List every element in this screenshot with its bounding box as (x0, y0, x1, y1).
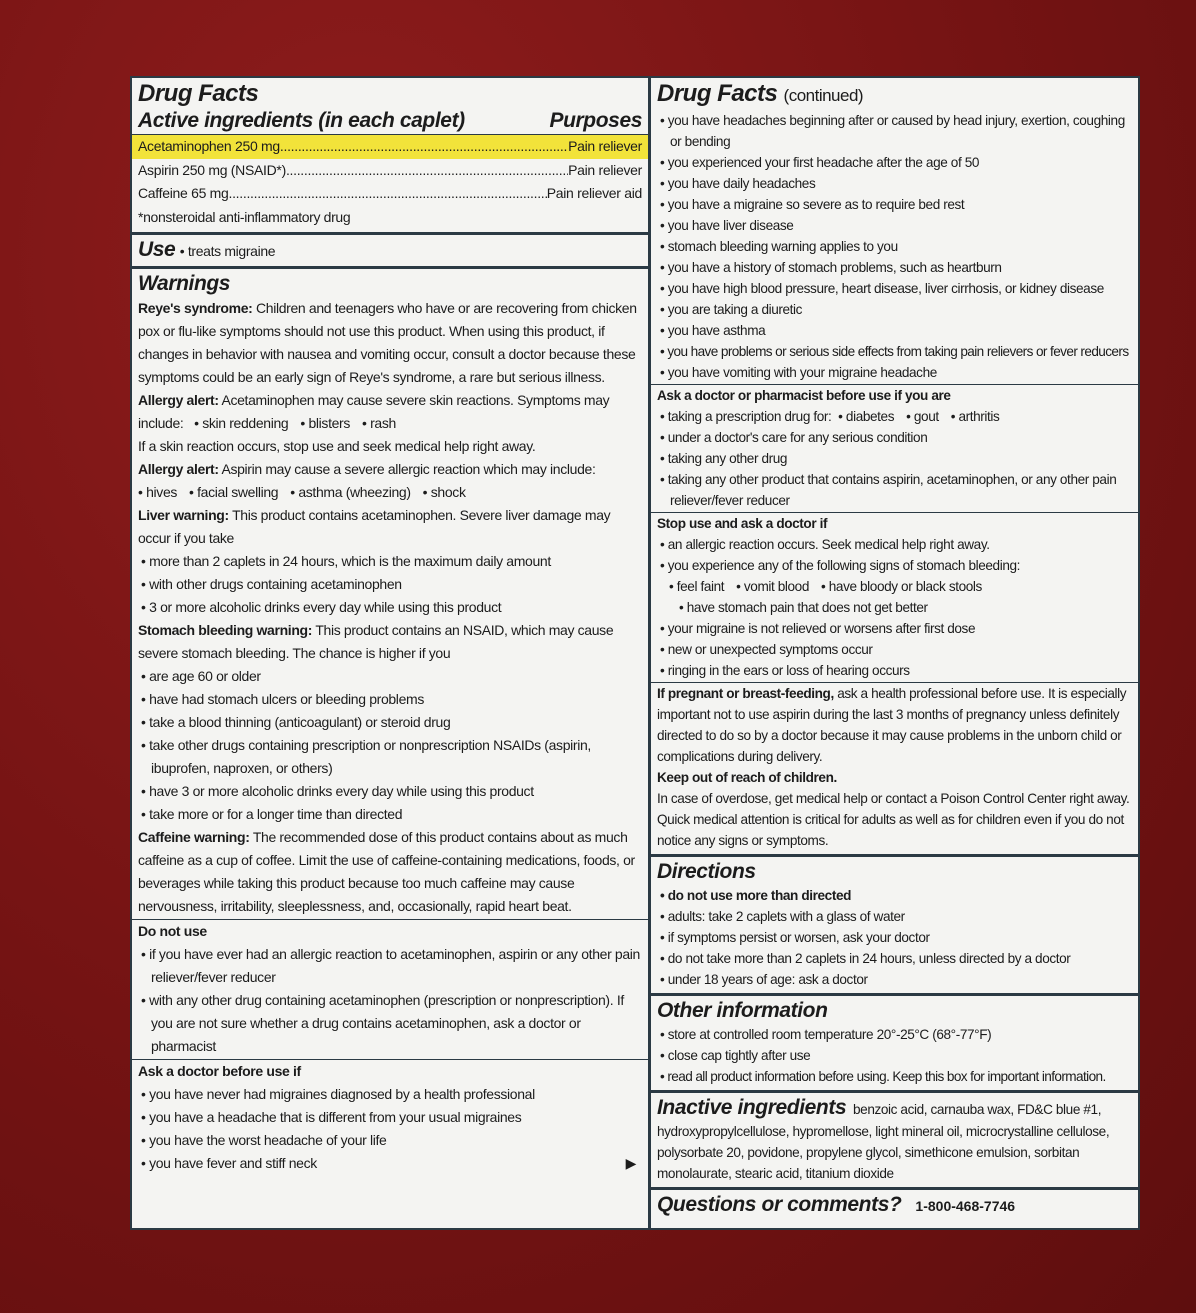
list-item: • you have liver disease (657, 215, 1132, 236)
list-item: • take a blood thinning (anticoagulant) or steroid drug (138, 711, 642, 734)
continued-box (651, 78, 1138, 857)
other-information-box (651, 996, 1138, 1093)
use-text: • treats migraine (179, 242, 276, 259)
list-item: • you have a history of stomach problems, such as heartburn (657, 257, 1132, 278)
ingredient-purpose: Pain reliever (568, 138, 642, 154)
list-item: • taking a prescription drug for: • diabetes• gout• arthritis (657, 406, 1132, 427)
list-item: • you have daily headaches (657, 173, 1132, 194)
ingredient-purpose: Pain reliever (568, 161, 642, 178)
list-item: • you experienced your first headache after the age of 50 (657, 152, 1132, 173)
active-ingredients-box (132, 78, 648, 235)
ask-doctor-title: Ask a doctor before use if (132, 1059, 648, 1083)
list-item: • you have fever and stiff neck ▶ (138, 1152, 642, 1175)
warnings-title: Warnings (138, 271, 231, 295)
allergy-alert-acetaminophen: Allergy alert: Acetaminophen may cause severe skin reactions. Symptoms may include: • skin reddening• blisters• rash (138, 389, 642, 435)
list-item: • you experience any of the following signs of stomach bleeding: (657, 555, 1132, 576)
list-item: • you have high blood pressure, heart disease, liver cirrhosis, or kidney disease (657, 278, 1132, 299)
list-item: • more than 2 caplets in 24 hours, which is the maximum daily amount (138, 550, 642, 573)
skin-reaction-text: If a skin reaction occurs, stop use and seek medical help right away. (138, 437, 536, 454)
list-item: • take more or for a longer time than directed (138, 803, 642, 826)
drug-facts-continued-title: Drug Facts (continued) (657, 80, 864, 107)
list-item: • you have vomiting with your migraine headache (657, 362, 1132, 383)
ask-pharmacist-title: Ask a doctor or pharmacist before use if you are (651, 384, 1138, 406)
list-item: • with other drugs containing acetaminophen (138, 573, 642, 596)
stop-use-title: Stop use and ask a doctor if (651, 512, 1138, 534)
list-item: • adults: take 2 caplets with a glass of water (657, 906, 1132, 927)
list-item: • if you have ever had an allergic reaction to acetaminophen, aspirin or any other pain reliever/fever reducer (138, 943, 642, 989)
list-item: • have had stomach ulcers or bleeding problems (138, 688, 642, 711)
list-item: • store at controlled room temperature 20°-25°C (68°-77°F) (657, 1024, 1132, 1045)
caffeine-warning: Caffeine warning: The recommended dose of this product contains about as much caffeine as a cup of coffee. Limit the use of caffeine-containing medications, foods, or beverages while taking this product because too much caffeine may cause nervousness, irritability, sleeplessness, and, occasionally, rapid heart beat. (138, 828, 635, 914)
use-box (132, 235, 648, 269)
list-item: • taking any other drug (657, 448, 1132, 469)
list-item: • if symptoms persist or worsen, ask your doctor (657, 927, 1132, 948)
do-not-use-title: Do not use (132, 919, 648, 943)
purposes-label: Purposes (549, 109, 642, 132)
ingredient-row (138, 182, 642, 206)
left-column (132, 78, 651, 1228)
nsaid-footnote: *nonsteroidal anti-inflammatory drug (138, 208, 351, 225)
allergy-alert-aspirin: Allergy alert: Aspirin may cause a severe allergic reaction which may include: (138, 460, 596, 477)
list-item: • new or unexpected symptoms occur (657, 639, 1132, 660)
questions-title: Questions or comments? (657, 1193, 902, 1216)
list-item: • you have a headache that is different from your usual migraines (138, 1106, 642, 1129)
ingredient-row (138, 159, 642, 183)
list-item: • you have headaches beginning after or caused by head injury, exertion, coughing or bending (657, 110, 1132, 152)
list-item: • under 18 years of age: ask a doctor (657, 969, 1132, 990)
list-item: • you are taking a diuretic (657, 299, 1132, 320)
directions-box (651, 857, 1138, 996)
ingredient-name: Aspirin 250 mg (NSAID*) (138, 161, 286, 178)
reye-warning: Reye's syndrome: Children and teenagers who have or are recovering from chicken pox or flu-like symptoms should not use this product. When using this product, if changes in behavior with nausea and vomiting occur, consult a doctor because these symptoms could be an early sign of Reye's syndrome, a rare but serious illness. (138, 299, 637, 385)
active-ingredients-header (132, 108, 648, 135)
questions-row (657, 1192, 1132, 1218)
active-ingredients-label: Active ingredients (in each caplet) (138, 109, 465, 132)
ingredient-row (132, 135, 648, 159)
list-item: • taking any other product that contains aspirin, acetaminophen, or any other pain reliever/fever reducer (657, 469, 1132, 511)
inactive-ingredients-box (651, 1093, 1138, 1190)
list-item: • stomach bleeding warning applies to you (657, 236, 1132, 257)
drug-facts-title: Drug Facts (138, 80, 259, 107)
list-item: • you have a migraine so severe as to require bed rest (657, 194, 1132, 215)
ingredient-purpose: Pain reliever aid (546, 185, 642, 201)
list-item: • are age 60 or older (138, 665, 642, 688)
inactive-ingredients: Inactive ingredients benzoic acid, carnauba wax, FD&C blue #1, hydroxypropylcellulose, hypromellose, light mineral oil, microcrystalline cellulose, polysorbate 20, povidone, propylene glycol, simethicone emulsion, sorbitan monolaurate, stearic acid, titanium dioxide (657, 1096, 1110, 1181)
bleeding-sign: • have stomach pain that does not get better (657, 597, 1132, 618)
list-item: • you have asthma (657, 320, 1132, 341)
questions-box (651, 1190, 1138, 1221)
overdose-text: In case of overdose, get medical help or contact a Poison Control Center right away. Quick medical attention is critical for adults as well as for children even if you do not notice any signs or symptoms. (657, 791, 1130, 848)
list-item: • you have never had migraines diagnosed by a health professional (138, 1083, 642, 1106)
list-item: • under a doctor's care for any serious condition (657, 427, 1132, 448)
list-item: • you have problems or serious side effects from taking pain relievers or fever reducers (657, 341, 1132, 362)
drug-facts-panel (130, 76, 1140, 1230)
warnings-box (132, 269, 648, 1178)
list-item: • 3 or more alcoholic drinks every day while using this product (138, 596, 642, 619)
stomach-bleeding-warning: Stomach bleeding warning: This product contains an NSAID, which may cause severe stomach bleeding. The chance is higher if you (138, 621, 614, 661)
list-item: • you have the worst headache of your life (138, 1129, 642, 1152)
other-information-title: Other information (657, 999, 828, 1022)
list-item: • read all product information before using. Keep this box for important information. (657, 1066, 1132, 1087)
bleeding-signs: • feel faint• vomit blood• have bloody or black stools (657, 576, 1132, 597)
directions-title: Directions (657, 860, 756, 883)
list-item: • do not use more than directed (657, 885, 1132, 906)
right-column (651, 78, 1138, 1228)
phone-number: 1-800-468-7746 (915, 1198, 1016, 1214)
list-item: • an allergic reaction occurs. Seek medical help right away. (657, 534, 1132, 555)
list-item: • with any other drug containing acetaminophen (prescription or nonprescription). If you are not sure whether a drug contains acetaminophen, ask a doctor or pharmacist (138, 989, 642, 1058)
use-title: Use (138, 237, 176, 261)
list-item: • take other drugs containing prescription or nonprescription NSAIDs (aspirin, ibuprofen, naproxen, or others) (138, 734, 642, 780)
list-item: • ringing in the ears or loss of hearing occurs (657, 660, 1132, 681)
list-item: • close cap tightly after use (657, 1045, 1132, 1066)
liver-warning: Liver warning: This product contains acetaminophen. Severe liver damage may occur if you take (138, 506, 611, 546)
keep-out-title: Keep out of reach of children. (657, 770, 837, 785)
list-item: • have 3 or more alcoholic drinks every day while using this product (138, 780, 642, 803)
ingredient-name: Acetaminophen 250 mg (138, 138, 280, 154)
allergy-symptoms: • hives• facial swelling• asthma (wheezing)• shock (138, 481, 642, 504)
list-item: • your migraine is not relieved or worsens after first dose (657, 618, 1132, 639)
pregnancy-warning: If pregnant or breast-feeding, ask a health professional before use. It is especially important not to use aspirin during the last 3 months of pregnancy unless definitely directed to do so by a doctor because it may cause problems in the unborn child or complications during delivery. (651, 682, 1138, 767)
list-item: • do not take more than 2 caplets in 24 hours, unless directed by a doctor (657, 948, 1132, 969)
ingredient-name: Caffeine 65 mg (138, 185, 229, 201)
